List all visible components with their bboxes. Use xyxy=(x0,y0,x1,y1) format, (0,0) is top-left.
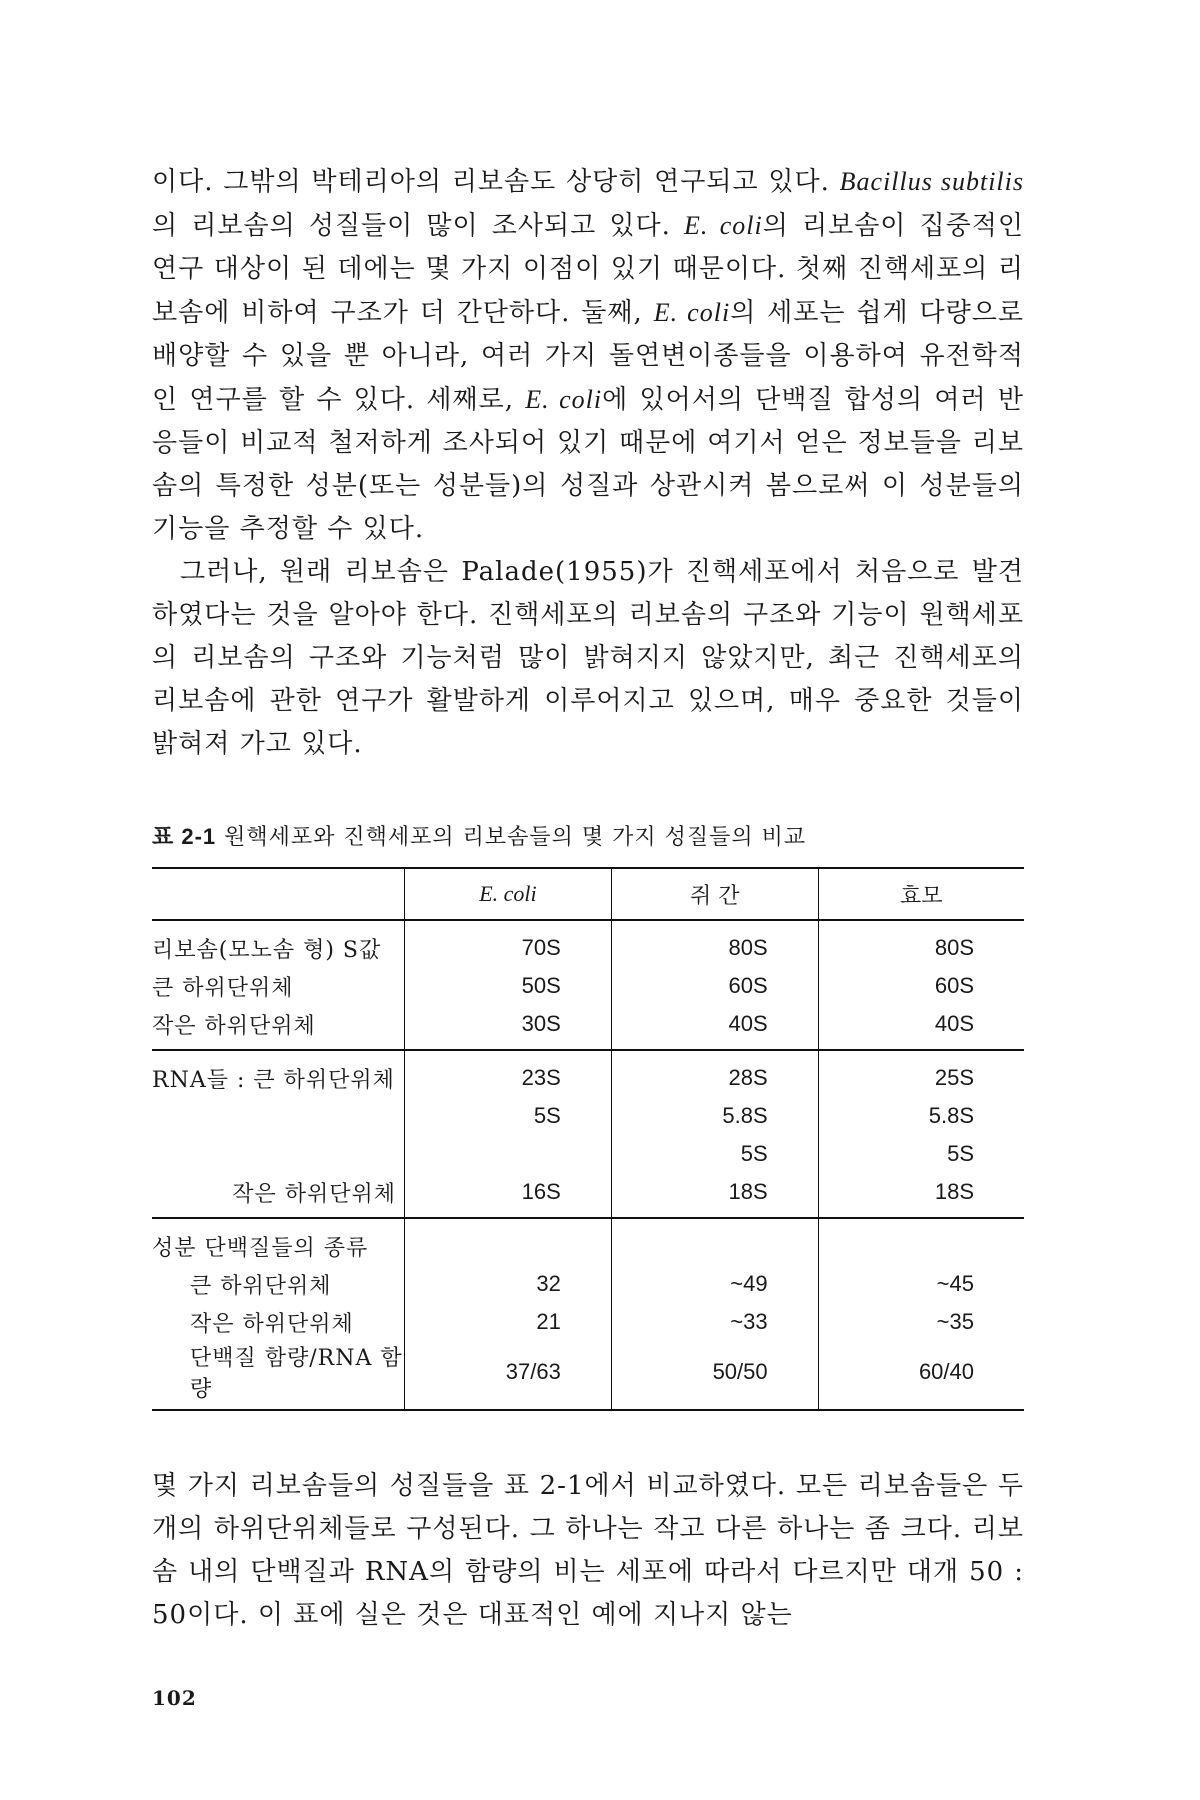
text-run: 의 리보솜이 집중적인 연구 대상이 된 데에는 몇 가지 이점이 있기 때문이다. 첫째 진핵세포의 리보솜에 비하여 구조가 더 간단하다. 둘째, xyxy=(152,211,1025,328)
ribosome-comparison-table xyxy=(152,867,1024,1411)
table-caption-label: 표 2-1 xyxy=(152,824,217,849)
table-cell: 80S xyxy=(611,920,818,967)
table-cell: 5S xyxy=(405,1097,612,1135)
row-label: 단백질 함량/RNA 함량 xyxy=(152,1341,405,1410)
table-cell: 18S xyxy=(818,1173,1024,1218)
table-row xyxy=(152,1265,1024,1303)
text-run: 의 리보솜의 성질들이 많이 조사되고 있다. xyxy=(152,211,684,241)
table-cell: 60S xyxy=(818,967,1024,1005)
table-row xyxy=(152,1341,1024,1410)
table-row xyxy=(152,1050,1024,1097)
table-body xyxy=(152,920,1024,1410)
italic-term: Bacillus subtilis xyxy=(839,167,1024,196)
column-header-ecoli: E. coli xyxy=(405,868,612,920)
table-header-row xyxy=(152,868,1024,920)
table-cell: 5.8S xyxy=(611,1097,818,1135)
table-row xyxy=(152,967,1024,1005)
italic-term: E. coli xyxy=(683,211,763,240)
column-header-rat-liver: 쥐 간 xyxy=(611,868,818,920)
row-label: 큰 하위단위체 xyxy=(152,975,294,1001)
italic-term: E. coli xyxy=(525,385,603,414)
table-cell: 60S xyxy=(611,967,818,1005)
table-cell: ~45 xyxy=(818,1265,1024,1303)
table-cell: 80S xyxy=(818,920,1024,967)
row-label xyxy=(152,1097,405,1135)
table-caption xyxy=(152,820,1024,851)
table-cell: 16S xyxy=(405,1173,612,1218)
row-label xyxy=(152,1135,405,1173)
table-cell: ~35 xyxy=(818,1303,1024,1341)
row-label: RNA들 : 큰 하위단위체 xyxy=(152,1067,395,1093)
table-cell: 32 xyxy=(405,1265,612,1303)
table-cell xyxy=(405,1218,612,1265)
table-cell: 5.8S xyxy=(818,1097,1024,1135)
paragraph-1 xyxy=(152,160,1024,551)
table-cell: 40S xyxy=(818,1005,1024,1050)
table-cell: ~33 xyxy=(611,1303,818,1341)
table-cell: 21 xyxy=(405,1303,612,1341)
table-row xyxy=(152,1005,1024,1050)
table-cell: 50/50 xyxy=(611,1341,818,1410)
table-cell: 60/40 xyxy=(818,1341,1024,1410)
table-cell: 28S xyxy=(611,1050,818,1097)
table-row xyxy=(152,1218,1024,1265)
table-header-blank xyxy=(152,868,405,920)
row-label: 작은 하위단위체 xyxy=(190,1311,354,1337)
row-label: 작은 하위단위체 xyxy=(152,1173,405,1218)
text-run: 에 있어서의 단백질 합성의 여러 반응들이 비교적 철저하게 조사되어 있기 때문에 여기서 얻은 정보들을 리보솜의 특정한 성분(또는 성분들)의 성질과 상관시켜 봄으로써 이 성분들의 기능을 추정할 수 있다. xyxy=(152,385,1024,544)
table-row xyxy=(152,1135,1024,1173)
column-header-yeast: 효모 xyxy=(818,868,1024,920)
table-row xyxy=(152,1097,1024,1135)
table-cell: 18S xyxy=(611,1173,818,1218)
table-cell xyxy=(818,1218,1024,1265)
row-label: 리보솜(모노솜 형) S값 xyxy=(152,937,382,963)
table-row xyxy=(152,1173,1024,1218)
text-run: 의 세포는 쉽게 다량으로 배양할 수 있을 뿐 아니라, 여러 가지 돌연변이종들을 이용하여 유전학적인 연구를 할 수 있다. 세째로, xyxy=(152,298,1024,415)
table-cell: 40S xyxy=(611,1005,818,1050)
paragraph-2: 그러나, 원래 리보솜은 Palade(1955)가 진핵세포에서 처음으로 발견하였다는 것을 알아야 한다. 진핵세포의 리보솜의 구조와 기능이 원핵세포의 리보솜의 구조와 기능처럼 많이 밝혀지지 않았지만, 최근 진핵세포의 리보솜에 관한 연구가 활발하게 이루어지고 있으며, 매우 중요한 것들이 밝혀져 가고 있다. xyxy=(152,557,1024,759)
table-cell: 5S xyxy=(818,1135,1024,1173)
table-cell: 23S xyxy=(405,1050,612,1097)
table-caption-text: 원핵세포와 진핵세포의 리보솜들의 몇 가지 성질들의 비교 xyxy=(224,825,807,850)
page-body xyxy=(152,160,1024,1637)
paragraph-3: 몇 가지 리보솜들의 성질들을 표 2-1에서 비교하였다. 모든 리보솜들은 두 개의 하위단위체들로 구성된다. 그 하나는 작고 다른 하나는 좀 크다. 리보솜 내의 단백질과 RNA의 함량의 비는 세포에 따라서 다르지만 대개 50 : 50이다. 이 표에 실은 것은 대표적인 예에 지나지 않는 xyxy=(152,1471,1024,1630)
row-label: 성분 단백질들의 종류 xyxy=(152,1235,369,1261)
table-cell: 5S xyxy=(611,1135,818,1173)
table-cell xyxy=(405,1135,612,1173)
table-row xyxy=(152,920,1024,967)
table-row xyxy=(152,1303,1024,1341)
page-number: 102 xyxy=(152,1686,197,1710)
italic-term: E. coli xyxy=(653,298,731,327)
table-cell: 30S xyxy=(405,1005,612,1050)
table-cell: 25S xyxy=(818,1050,1024,1097)
table-cell xyxy=(611,1218,818,1265)
table-cell: ~49 xyxy=(611,1265,818,1303)
text-run: 이다. 그밖의 박테리아의 리보솜도 상당히 연구되고 있다. xyxy=(152,167,840,197)
table-cell: 50S xyxy=(405,967,612,1005)
row-label: 큰 하위단위체 xyxy=(190,1273,332,1299)
row-label: 작은 하위단위체 xyxy=(152,1005,405,1050)
table-cell: 70S xyxy=(405,920,612,967)
table-cell: 37/63 xyxy=(405,1341,612,1410)
